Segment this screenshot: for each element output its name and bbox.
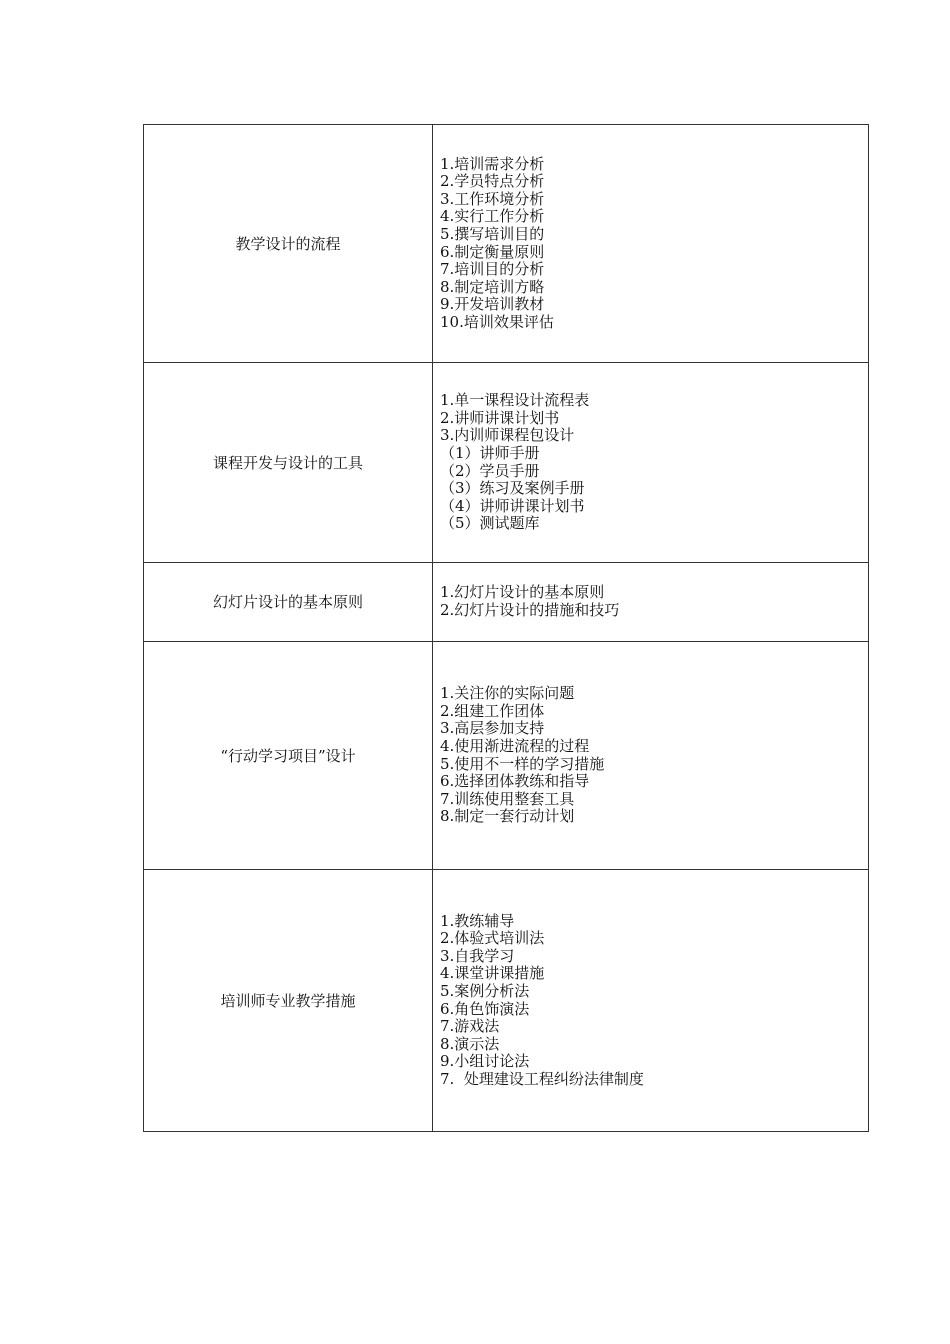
row-label bbox=[144, 642, 433, 870]
list-item: 7.培训目的分析 bbox=[440, 260, 545, 279]
list-item: 3.高层参加支持 bbox=[440, 719, 545, 738]
row-items bbox=[433, 125, 869, 363]
item-list bbox=[440, 392, 868, 533]
row-label bbox=[144, 363, 433, 563]
row-items bbox=[433, 363, 869, 563]
list-item: 2.组建工作团体 bbox=[440, 701, 545, 720]
row-items bbox=[433, 642, 869, 870]
row-items bbox=[433, 563, 869, 642]
list-item: 5.使用不一样的学习措施 bbox=[440, 754, 605, 773]
table-row-slide-principles bbox=[144, 563, 869, 642]
list-item: 5.案例分析法 bbox=[440, 981, 530, 1000]
item-list bbox=[440, 913, 868, 1089]
list-item: 8.制定培训方略 bbox=[440, 277, 545, 296]
item-list bbox=[440, 584, 868, 619]
row-label-text: 课程开发与设计的工具 bbox=[212, 453, 363, 472]
list-item: 2.学员特点分析 bbox=[440, 172, 545, 191]
content-table bbox=[143, 124, 869, 1132]
list-item: 9.小组讨论法 bbox=[440, 1052, 530, 1071]
list-item: 4.使用渐进流程的过程 bbox=[440, 736, 590, 755]
list-item: 2.体验式培训法 bbox=[440, 929, 545, 948]
list-item: 3.工作环境分析 bbox=[440, 189, 545, 208]
list-item: （3）练习及案例手册 bbox=[440, 479, 585, 498]
list-item: 1.单一课程设计流程表 bbox=[440, 391, 590, 410]
list-item: 5.撰写培训目的 bbox=[440, 224, 545, 243]
row-label bbox=[144, 870, 433, 1132]
list-item: 10.培训效果评估 bbox=[440, 312, 554, 331]
table-row-teaching-methods bbox=[144, 870, 869, 1132]
list-item: 4.课堂讲课措施 bbox=[440, 964, 545, 983]
row-label bbox=[144, 125, 433, 363]
row-label-text: 教学设计的流程 bbox=[235, 234, 341, 253]
list-item: （1）讲师手册 bbox=[440, 443, 540, 462]
list-item: （5）测试题库 bbox=[440, 514, 540, 533]
row-items bbox=[433, 870, 869, 1132]
list-item: 6.角色饰演法 bbox=[440, 999, 530, 1018]
table-row-action-learning bbox=[144, 642, 869, 870]
row-label bbox=[144, 563, 433, 642]
list-item: 7.游戏法 bbox=[440, 1017, 500, 1036]
list-item: 1.教练辅导 bbox=[440, 911, 515, 930]
list-item: 1.培训需求分析 bbox=[440, 154, 545, 173]
list-item: 9.开发培训教材 bbox=[440, 295, 545, 314]
list-item: 7.训练使用整套工具 bbox=[440, 789, 575, 808]
list-item: 3.内训师课程包设计 bbox=[440, 426, 575, 445]
list-item: 2.幻灯片设计的措施和技巧 bbox=[440, 601, 620, 619]
item-list bbox=[440, 156, 868, 332]
list-item: 6.制定衡量原则 bbox=[440, 242, 545, 261]
list-item: 4.实行工作分析 bbox=[440, 207, 545, 226]
row-label-text: 培训师专业教学措施 bbox=[220, 991, 356, 1010]
list-item: 8.演示法 bbox=[440, 1034, 500, 1053]
list-item: 6.选择团体教练和指导 bbox=[440, 772, 590, 791]
row-label-text: “行动学习项目”设计 bbox=[220, 746, 356, 765]
list-item: 8.制定一套行动计划 bbox=[440, 807, 575, 826]
row-label-text: 幻灯片设计的基本原则 bbox=[212, 593, 363, 611]
list-item: 3.自我学习 bbox=[440, 946, 515, 965]
table-row-course-tools bbox=[144, 363, 869, 563]
item-list bbox=[440, 685, 868, 826]
list-item: 1.关注你的实际问题 bbox=[440, 684, 575, 703]
list-item: 1.幻灯片设计的基本原则 bbox=[440, 583, 605, 602]
table-row-design-process bbox=[144, 125, 869, 363]
list-item: （4）讲师讲课计划书 bbox=[440, 496, 585, 515]
list-item: （2）学员手册 bbox=[440, 461, 540, 480]
list-item: 2.讲师讲课计划书 bbox=[440, 408, 560, 427]
list-item: 7. 处理建设工程纠纷法律制度 bbox=[440, 1069, 644, 1088]
